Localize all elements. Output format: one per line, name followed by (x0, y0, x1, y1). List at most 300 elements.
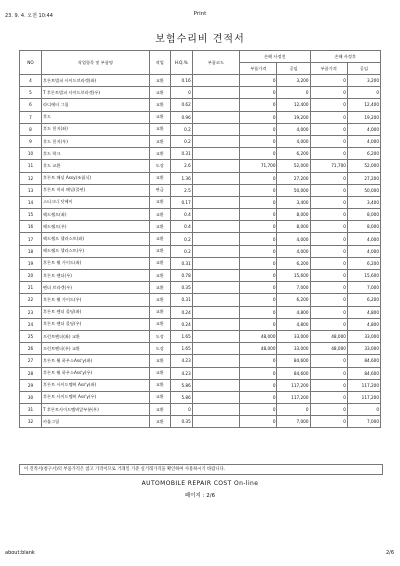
row-after-labor: 4,000 (347, 123, 380, 135)
row-before-parts: 48,000 (240, 343, 277, 355)
table-row (20, 379, 381, 391)
row-code (192, 172, 239, 184)
table-row (20, 75, 381, 87)
row-before-parts: 0 (240, 172, 277, 184)
row-before-parts: 0 (240, 355, 277, 367)
row-before-labor: 19,200 (277, 111, 310, 123)
row-item: 펜더 브라켓(우) (42, 282, 150, 294)
row-after-parts: 0 (310, 111, 347, 123)
row-hour: 4.23 (170, 355, 192, 367)
table-row (20, 306, 381, 318)
row-before-labor: 117,200 (277, 379, 310, 391)
table-row (20, 184, 381, 196)
row-after-parts: 0 (310, 355, 347, 367)
header-work: 작업 (149, 51, 170, 75)
row-before-labor: 4,000 (277, 245, 310, 257)
row-hour: 0.31 (170, 257, 192, 269)
row-work: 판금 (149, 184, 170, 196)
row-item: 프런트펜더(우) 교환 (42, 343, 150, 355)
row-no: 4 (20, 75, 42, 87)
row-no: 31 (20, 404, 42, 416)
row-item: 후론트 휠 가이드(좌) (42, 257, 150, 269)
row-after-labor: 7,000 (347, 416, 380, 428)
row-after-labor: 3,200 (347, 75, 380, 87)
row-before-parts: 0 (240, 148, 277, 160)
row-after-labor: 33,000 (347, 330, 380, 342)
row-code (192, 379, 239, 391)
row-after-parts: 0 (310, 257, 347, 269)
row-after-parts: 0 (310, 209, 347, 221)
row-hour: 0.31 (170, 294, 192, 306)
row-no: 12 (20, 172, 42, 184)
print-datetime: 23. 9. 4. 오전 10:44 (5, 13, 53, 19)
row-before-parts: 0 (240, 367, 277, 379)
row-before-parts: 0 (240, 379, 277, 391)
page-number: 페이지 : 2/6 (184, 493, 216, 499)
row-hour: 0.78 (170, 270, 192, 282)
row-before-parts: 0 (240, 318, 277, 330)
row-before-labor: 27,200 (277, 172, 310, 184)
row-before-parts: 0 (240, 209, 277, 221)
row-work: 교환 (149, 391, 170, 403)
row-before-labor: 15,600 (277, 270, 310, 282)
header-before-parts: 부품가격 (240, 63, 277, 75)
row-after-labor: 4,800 (347, 318, 380, 330)
row-no: 11 (20, 160, 42, 172)
row-no: 32 (20, 416, 42, 428)
row-before-parts: 0 (240, 416, 277, 428)
table-row (20, 416, 381, 428)
table-row (20, 233, 381, 245)
row-before-labor: 4,000 (277, 233, 310, 245)
header-after: 손해 사정후 (310, 51, 381, 63)
row-before-labor: 0 (277, 87, 310, 99)
row-after-parts: 0 (310, 87, 347, 99)
row-before-parts: 0 (240, 294, 277, 306)
row-work: 교환 (149, 148, 170, 160)
row-no: 29 (20, 379, 42, 391)
row-before-parts: 0 (240, 184, 277, 196)
row-hour: 0.2 (170, 233, 192, 245)
table-row (20, 160, 381, 172)
table-row (20, 343, 381, 355)
row-no: 14 (20, 196, 42, 208)
row-before-labor: 8,000 (277, 221, 310, 233)
row-hour: 0.16 (170, 75, 192, 87)
row-after-parts: 48,000 (310, 330, 347, 342)
row-item: 후론트 휠 하우스Ass'y(좌) (42, 355, 150, 367)
row-item: 후드 락크 (42, 148, 150, 160)
row-before-labor: 52,000 (277, 160, 310, 172)
header-after-parts: 부품가격 (310, 63, 347, 75)
row-before-labor: 12,400 (277, 99, 310, 111)
row-item: 헤드램프(좌) (42, 209, 150, 221)
table-row (20, 99, 381, 111)
row-item: 후론트범퍼 사이드브라켓(좌) (42, 75, 150, 87)
row-item: 프런트펜더(좌) 교환 (42, 330, 150, 342)
header-hour: H.Q.% (170, 51, 192, 75)
print-title: Print (193, 11, 207, 17)
row-work: 교환 (149, 257, 170, 269)
row-hour: 0.24 (170, 306, 192, 318)
row-code (192, 221, 239, 233)
row-hour: 0.4 (170, 221, 192, 233)
row-before-labor: 33,000 (277, 330, 310, 342)
row-hour: 0.31 (170, 148, 192, 160)
row-after-labor: 0 (347, 87, 380, 99)
row-hour: 0.4 (170, 209, 192, 221)
row-no: 17 (20, 233, 42, 245)
row-after-labor: 4,000 (347, 245, 380, 257)
row-before-labor: 3,400 (277, 196, 310, 208)
row-after-labor: 6,200 (347, 294, 380, 306)
row-item: 후론트 휠 하우스Ass'y(우) (42, 367, 150, 379)
row-after-labor: 27,200 (347, 172, 380, 184)
row-after-parts: 0 (310, 196, 347, 208)
document-title: 보험수리비 견적서 (155, 34, 245, 45)
row-after-labor: 4,800 (347, 306, 380, 318)
estimate-table (19, 50, 381, 428)
row-hour: 0.2 (170, 123, 192, 135)
table-row (20, 330, 381, 342)
table-row (20, 391, 381, 403)
row-after-labor: 33,000 (347, 343, 380, 355)
row-before-labor: 4,000 (277, 123, 310, 135)
row-no: 18 (20, 245, 42, 257)
row-work: 교환 (149, 379, 170, 391)
row-before-labor: 8,000 (277, 209, 310, 221)
row-work: 교환 (149, 355, 170, 367)
row-code (192, 294, 239, 306)
row-item: 후론트 펜더(우) (42, 270, 150, 282)
table-body (20, 75, 381, 428)
row-hour: 0.2 (170, 245, 192, 257)
row-work: 도장 (149, 343, 170, 355)
row-item: 헤드램프 헬라스트(우) (42, 245, 150, 257)
row-before-labor: 4,800 (277, 306, 310, 318)
row-work: 도장 (149, 330, 170, 342)
row-work: 교환 (149, 294, 170, 306)
row-work: 교환 (149, 123, 170, 135)
row-before-labor: 6,200 (277, 148, 310, 160)
table-row (20, 87, 381, 99)
row-no: 22 (20, 294, 42, 306)
row-work: 교환 (149, 221, 170, 233)
row-after-parts: 0 (310, 270, 347, 282)
row-work: 교환 (149, 270, 170, 282)
row-work: 교환 (149, 233, 170, 245)
row-code (192, 75, 239, 87)
table-row (20, 257, 381, 269)
row-before-parts: 0 (240, 233, 277, 245)
row-before-parts: 0 (240, 391, 277, 403)
row-code (192, 416, 239, 428)
row-before-parts: 0 (240, 404, 277, 416)
brand-footer: AUTOMOBILE REPAIR COST On-line (141, 480, 259, 487)
row-code (192, 233, 239, 245)
row-code (192, 245, 239, 257)
row-after-parts: 0 (310, 306, 347, 318)
row-before-parts: 0 (240, 270, 277, 282)
row-before-parts: 48,000 (240, 330, 277, 342)
table-row (20, 148, 381, 160)
row-item: 라디에터 그릴 (42, 99, 150, 111)
row-item: 후론트 패널 Assy(조립식) (42, 172, 150, 184)
row-after-parts: 0 (310, 233, 347, 245)
table-row (20, 111, 381, 123)
row-after-parts: 0 (310, 318, 347, 330)
header-item: 작업항목 및 부품명 (42, 51, 150, 75)
row-no: 9 (20, 135, 42, 147)
row-no: 15 (20, 209, 42, 221)
table-row (20, 135, 381, 147)
header-before: 손해 사정전 (240, 51, 310, 63)
row-no: 6 (20, 99, 42, 111)
row-no: 20 (20, 270, 42, 282)
row-before-labor: 3,200 (277, 75, 310, 87)
row-before-labor: 6,200 (277, 294, 310, 306)
row-code (192, 123, 239, 135)
row-before-parts: 71,700 (240, 160, 277, 172)
header-code: 부품코드 (192, 51, 239, 75)
row-work: 교환 (149, 87, 170, 99)
row-code (192, 306, 239, 318)
row-item: 카울그릴 (42, 416, 150, 428)
row-work: 교환 (149, 404, 170, 416)
row-after-parts: 0 (310, 391, 347, 403)
row-after-labor: 19,200 (347, 111, 380, 123)
row-work: 교환 (149, 75, 170, 87)
row-before-labor: 4,800 (277, 318, 310, 330)
row-after-parts: 71,700 (310, 160, 347, 172)
row-item: 후론트 펜더 몰딩(좌) (42, 306, 150, 318)
row-after-parts: 0 (310, 75, 347, 87)
row-after-labor: 117,200 (347, 391, 380, 403)
row-hour: 5.86 (170, 379, 192, 391)
row-after-parts: 0 (310, 172, 347, 184)
row-before-parts: 0 (240, 282, 277, 294)
table-row (20, 355, 381, 367)
row-after-labor: 84,600 (347, 355, 380, 367)
row-no: 24 (20, 318, 42, 330)
row-after-parts: 0 (310, 367, 347, 379)
row-hour: 0.2 (170, 135, 192, 147)
disclaimer-note: 이 견적서(청구서)의 부품가격은 참고 가격이므로 거래일 기준 실거래가격을 확인하여 사용하시기 바랍니다. (19, 464, 383, 475)
row-code (192, 404, 239, 416)
row-work: 교환 (149, 196, 170, 208)
row-code (192, 184, 239, 196)
row-code (192, 99, 239, 111)
row-code (192, 135, 239, 147)
row-code (192, 196, 239, 208)
table-row (20, 209, 381, 221)
row-code (192, 343, 239, 355)
row-after-parts: 0 (310, 221, 347, 233)
row-item: 후드 힌지(우) (42, 135, 150, 147)
row-item: 후론트 사이드멤버 Ass'y(우) (42, 391, 150, 403)
row-hour: 0.35 (170, 282, 192, 294)
row-before-labor: 33,000 (277, 343, 310, 355)
row-before-parts: 0 (240, 75, 277, 87)
row-after-labor: 8,000 (347, 221, 380, 233)
row-before-parts: 0 (240, 99, 277, 111)
table-row (20, 404, 381, 416)
row-before-labor: 84,600 (277, 367, 310, 379)
row-code (192, 270, 239, 282)
table-row (20, 294, 381, 306)
row-code (192, 209, 239, 221)
row-before-parts: 0 (240, 257, 277, 269)
row-code (192, 330, 239, 342)
row-item: 헤드램프(우) (42, 221, 150, 233)
row-after-parts: 0 (310, 135, 347, 147)
table-row (20, 270, 381, 282)
row-before-labor: 7,000 (277, 416, 310, 428)
row-code (192, 148, 239, 160)
row-after-parts: 48,000 (310, 343, 347, 355)
row-item: 후드 (42, 111, 150, 123)
row-code (192, 87, 239, 99)
table-row (20, 282, 381, 294)
row-no: 16 (20, 221, 42, 233)
row-after-labor: 15,600 (347, 270, 380, 282)
row-after-labor: 6,200 (347, 257, 380, 269)
row-before-parts: 0 (240, 221, 277, 233)
table-row (20, 318, 381, 330)
row-hour: 2.5 (170, 184, 192, 196)
row-work: 교환 (149, 135, 170, 147)
row-before-labor: 117,200 (277, 391, 310, 403)
row-work: 교환 (149, 416, 170, 428)
print-url: about:blank (5, 550, 35, 556)
header-no: NO (20, 51, 42, 75)
row-before-labor: 7,000 (277, 282, 310, 294)
row-hour: 0 (170, 87, 192, 99)
row-no: 13 (20, 184, 42, 196)
row-before-parts: 0 (240, 123, 277, 135)
row-code (192, 160, 239, 172)
row-after-labor: 3,400 (347, 196, 380, 208)
table-row (20, 123, 381, 135)
row-code (192, 355, 239, 367)
table-row (20, 196, 381, 208)
row-hour: 1.65 (170, 330, 192, 342)
row-after-labor: 84,600 (347, 367, 380, 379)
row-hour: 4.23 (170, 367, 192, 379)
row-before-labor: 0 (277, 404, 310, 416)
row-item: 스티크너 닷베이 (42, 196, 150, 208)
row-before-labor: 4,000 (277, 135, 310, 147)
row-before-parts: 0 (240, 306, 277, 318)
row-after-parts: 0 (310, 294, 347, 306)
row-hour: 1.36 (170, 172, 192, 184)
row-item: 후드 힌지(좌) (42, 123, 150, 135)
row-after-labor: 8,000 (347, 209, 380, 221)
row-item: T 후론트범퍼 사이드브라켓(우) (42, 87, 150, 99)
row-no: 23 (20, 306, 42, 318)
row-hour: 0.96 (170, 111, 192, 123)
row-after-parts: 0 (310, 99, 347, 111)
row-after-labor: 50,000 (347, 184, 380, 196)
row-after-labor: 0 (347, 404, 380, 416)
row-after-labor: 52,000 (347, 160, 380, 172)
row-work: 교환 (149, 172, 170, 184)
row-after-labor: 4,000 (347, 233, 380, 245)
row-after-parts: 0 (310, 184, 347, 196)
table-header (20, 51, 381, 75)
row-no: 10 (20, 148, 42, 160)
row-no: 25 (20, 330, 42, 342)
row-after-parts: 0 (310, 282, 347, 294)
row-after-labor: 7,000 (347, 282, 380, 294)
row-after-parts: 0 (310, 148, 347, 160)
row-item: 후론트 휠 가이드(우) (42, 294, 150, 306)
row-no: 8 (20, 123, 42, 135)
row-hour: 0.17 (170, 196, 192, 208)
row-hour: 0.62 (170, 99, 192, 111)
header-before-labor: 공임 (277, 63, 310, 75)
table-row (20, 172, 381, 184)
row-hour: 0 (170, 404, 192, 416)
row-before-parts: 0 (240, 87, 277, 99)
row-after-labor: 6,200 (347, 148, 380, 160)
row-work: 교환 (149, 282, 170, 294)
row-after-parts: 0 (310, 245, 347, 257)
row-after-parts: 0 (310, 123, 347, 135)
row-code (192, 367, 239, 379)
row-hour: 1.65 (170, 343, 192, 355)
table-row (20, 221, 381, 233)
row-work: 교환 (149, 209, 170, 221)
row-code (192, 257, 239, 269)
table-row (20, 245, 381, 257)
row-item: 헤드램프 헬라스트(좌) (42, 233, 150, 245)
row-no: 21 (20, 282, 42, 294)
row-hour: 2.6 (170, 160, 192, 172)
row-no: 7 (20, 111, 42, 123)
row-hour: 0.35 (170, 416, 192, 428)
row-no: 5 (20, 87, 42, 99)
row-work: 교환 (149, 367, 170, 379)
row-before-parts: 0 (240, 111, 277, 123)
row-hour: 0.24 (170, 318, 192, 330)
row-code (192, 391, 239, 403)
header-after-labor: 공임 (347, 63, 380, 75)
row-before-parts: 0 (240, 245, 277, 257)
row-work: 교환 (149, 306, 170, 318)
row-work: 도장 (149, 160, 170, 172)
row-before-parts: 0 (240, 135, 277, 147)
row-before-parts: 0 (240, 196, 277, 208)
table-row (20, 367, 381, 379)
row-item: 후드 교환 (42, 160, 150, 172)
row-work: 교환 (149, 318, 170, 330)
row-item: 후론트 펜더 몰딩(우) (42, 318, 150, 330)
row-no: 26 (20, 343, 42, 355)
row-before-labor: 6,200 (277, 257, 310, 269)
row-code (192, 111, 239, 123)
row-work: 교환 (149, 111, 170, 123)
row-after-labor: 117,200 (347, 379, 380, 391)
row-no: 27 (20, 355, 42, 367)
row-hour: 5.86 (170, 391, 192, 403)
row-no: 28 (20, 367, 42, 379)
row-code (192, 282, 239, 294)
row-item: 후론트 사이드멤버 Ass'y(좌) (42, 379, 150, 391)
row-after-parts: 0 (310, 416, 347, 428)
print-page-count: 2/6 (385, 550, 394, 556)
row-no: 19 (20, 257, 42, 269)
